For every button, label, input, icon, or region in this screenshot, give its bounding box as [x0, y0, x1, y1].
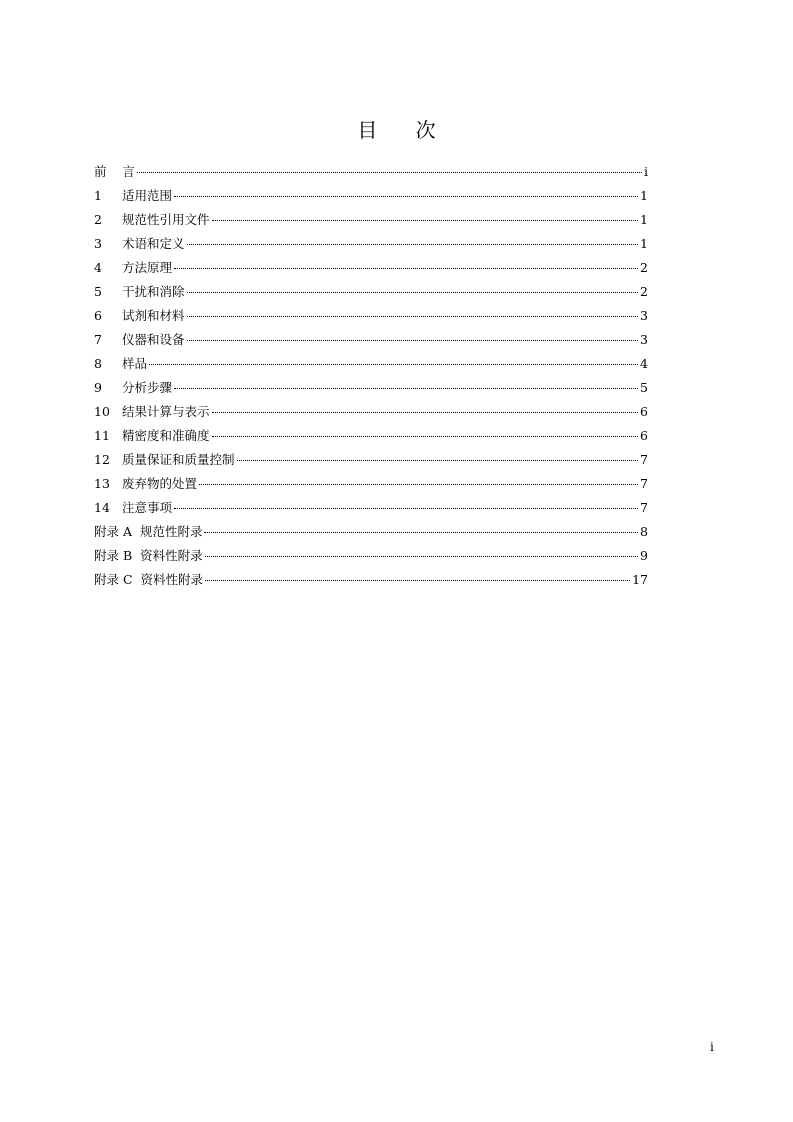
toc-entry-title: 方法原理 — [122, 260, 173, 275]
toc-leader-dots — [205, 580, 630, 581]
toc-leader-dots — [212, 220, 639, 221]
toc-leader-dots — [174, 268, 638, 269]
toc-entry-number: 6 — [94, 308, 102, 323]
page-title: 目 次 — [357, 118, 452, 142]
toc-entry-page: 6 — [640, 404, 648, 419]
toc-entry-number: 11 — [94, 428, 110, 443]
toc-entry-number: 9 — [94, 380, 102, 395]
toc-entry-11[interactable] — [94, 426, 648, 450]
toc-entry-title: 结果计算与表示 — [122, 404, 210, 419]
toc-entry-title: 质量保证和质量控制 — [122, 452, 235, 467]
toc-entry-title: 注意事项 — [122, 500, 173, 515]
toc-entry-title: 精密度和准确度 — [122, 428, 210, 443]
toc-entry-14[interactable] — [94, 498, 648, 522]
toc-leader-dots — [187, 244, 639, 245]
toc-entry-page: 1 — [640, 212, 648, 227]
toc-entry-4[interactable] — [94, 258, 648, 282]
toc-leader-dots — [174, 196, 638, 197]
toc-entry-number: 10 — [94, 404, 110, 419]
toc-entry-10[interactable] — [94, 402, 648, 426]
toc-entry-5[interactable] — [94, 282, 648, 306]
toc-entry-number: 12 — [94, 452, 110, 467]
toc-entry-page: 3 — [640, 332, 648, 347]
toc-entry-page: 1 — [640, 236, 648, 251]
toc-entry-title: 附录 B 资料性附录 — [94, 548, 203, 563]
toc-leader-dots — [187, 292, 639, 293]
toc-entry-number: 14 — [94, 500, 110, 515]
toc-entry-number: 2 — [94, 212, 102, 227]
toc-entry-appendix-c[interactable] — [94, 570, 648, 594]
toc-entry-title: 附录 A 规范性附录 — [94, 524, 203, 539]
toc-entry-number: 7 — [94, 332, 102, 347]
toc-leader-dots — [174, 388, 638, 389]
toc-leader-dots — [205, 556, 638, 557]
toc-entry-page: 1 — [640, 188, 648, 203]
page-number: i — [710, 1040, 714, 1054]
toc-entry-page: 7 — [640, 500, 648, 515]
toc-entry-9[interactable] — [94, 378, 648, 402]
toc-entry-page: 3 — [640, 308, 648, 323]
toc-entry-7[interactable] — [94, 330, 648, 354]
toc-entry-number: 13 — [94, 476, 110, 491]
toc-entry-12[interactable] — [94, 450, 648, 474]
toc-entry-page: 17 — [632, 572, 648, 587]
toc-entry-number: 1 — [94, 188, 102, 203]
toc-entry-page: 4 — [640, 356, 648, 371]
toc-entry-appendix-a[interactable] — [94, 522, 648, 546]
toc-leader-dots — [212, 412, 639, 413]
toc-entry-13[interactable] — [94, 474, 648, 498]
toc-leader-dots — [174, 508, 638, 509]
toc-entry-page: 2 — [640, 260, 648, 275]
toc-leader-dots — [149, 364, 638, 365]
toc-entry-number: 8 — [94, 356, 102, 371]
toc-entry-title: 仪器和设备 — [122, 332, 185, 347]
toc-entry-preface[interactable] — [94, 162, 648, 186]
toc-entry-page: 8 — [640, 524, 648, 539]
toc-leader-dots — [187, 316, 639, 317]
toc-leader-dots — [199, 484, 638, 485]
toc-entry-page: 6 — [640, 428, 648, 443]
toc-leader-dots — [187, 340, 639, 341]
toc-entry-title: 干扰和消除 — [122, 284, 185, 299]
toc-entry-number: 3 — [94, 236, 102, 251]
toc-entry-title: 分析步骤 — [122, 380, 173, 395]
toc-entry-8[interactable] — [94, 354, 648, 378]
toc-leader-dots — [237, 460, 639, 461]
toc-entry-number: 5 — [94, 284, 102, 299]
toc-leader-dots — [137, 172, 642, 173]
toc-entry-page: 7 — [640, 476, 648, 491]
toc-entry-title: 样品 — [122, 356, 148, 371]
toc-entry-1[interactable] — [94, 186, 648, 210]
table-of-contents — [94, 162, 648, 594]
toc-entry-title: 适用范围 — [122, 188, 173, 203]
toc-leader-dots — [212, 436, 639, 437]
toc-entry-6[interactable] — [94, 306, 648, 330]
toc-entry-number: 4 — [94, 260, 102, 275]
toc-entry-appendix-b[interactable] — [94, 546, 648, 570]
toc-entry-3[interactable] — [94, 234, 648, 258]
toc-entry-title: 试剂和材料 — [122, 308, 185, 323]
toc-entry-page: 9 — [640, 548, 648, 563]
toc-entry-title: 规范性引用文件 — [122, 212, 210, 227]
toc-entry-title: 附录 C 资料性附录 — [94, 572, 203, 587]
toc-entry-page: 7 — [640, 452, 648, 467]
toc-entry-2[interactable] — [94, 210, 648, 234]
toc-entry-title: 前 言 — [94, 164, 135, 179]
toc-entry-title: 废弃物的处置 — [122, 476, 198, 491]
toc-entry-page: 2 — [640, 284, 648, 299]
toc-leader-dots — [204, 532, 638, 533]
toc-entry-title: 术语和定义 — [122, 236, 185, 251]
toc-entry-page: i — [644, 164, 648, 179]
toc-entry-page: 5 — [640, 380, 648, 395]
